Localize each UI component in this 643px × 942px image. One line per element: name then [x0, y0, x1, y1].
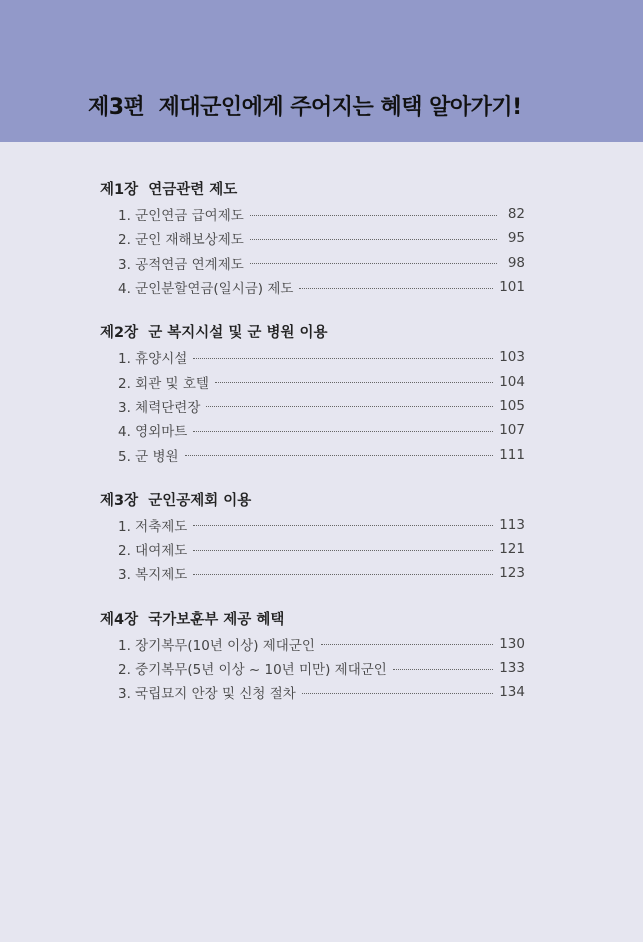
chapter-section	[100, 608, 525, 705]
toc-entry[interactable]	[100, 632, 525, 656]
dot-leader	[250, 263, 497, 264]
page-number: 95	[507, 230, 525, 247]
entry-label: 2. 대여제도	[118, 543, 188, 560]
entry-label: 3. 국립묘지 안장 및 신청 절차	[118, 686, 296, 703]
page-number: 101	[499, 279, 525, 296]
page-number: 113	[499, 516, 525, 533]
toc-entry[interactable]	[100, 537, 525, 561]
page-number: 111	[499, 446, 525, 463]
chapter-title[interactable]: 제4장 국가보훈부 제공 혜택	[100, 611, 285, 628]
entry-label: 3. 체력단련장	[118, 399, 201, 416]
toc-entry[interactable]	[100, 442, 525, 466]
page-number: 104	[499, 373, 525, 390]
dot-leader	[193, 358, 493, 359]
dot-leader	[393, 669, 493, 670]
page-number: 123	[499, 565, 525, 582]
dot-leader	[250, 215, 497, 216]
dot-leader	[321, 644, 493, 645]
toc-entry[interactable]	[100, 513, 525, 537]
toc-entry[interactable]	[100, 226, 525, 250]
entry-label: 2. 군인 재해보상제도	[118, 232, 244, 249]
page-number: 105	[499, 397, 525, 414]
page-number: 134	[499, 684, 525, 701]
dot-leader	[250, 239, 497, 240]
entry-label: 2. 중기복무(5년 이상 ~ 10년 미만) 제대군인	[118, 662, 387, 678]
toc-entry[interactable]	[100, 251, 525, 275]
page-number: 82	[507, 206, 525, 223]
part-title: 제3편 제대군인에게 주어지는 혜택 알아가기!	[88, 95, 522, 120]
entry-label: 1. 휴양시설	[118, 351, 188, 368]
page-number: 98	[507, 254, 525, 271]
entry-label: 2. 회관 및 호텔	[118, 375, 209, 392]
toc-entry[interactable]	[100, 418, 525, 442]
dot-leader	[193, 525, 493, 526]
dot-leader	[206, 406, 493, 407]
page-number: 107	[499, 422, 525, 439]
entry-label: 1. 군인연금 급여제도	[118, 208, 244, 225]
dot-leader	[185, 455, 494, 456]
page-number: 130	[499, 635, 525, 652]
entry-label: 1. 장기복무(10년 이상) 제대군인	[118, 637, 315, 654]
page-number: 103	[499, 349, 525, 366]
toc-entry[interactable]	[100, 202, 525, 226]
part-header-band	[0, 0, 643, 142]
dot-leader	[299, 288, 493, 289]
dot-leader	[302, 693, 493, 694]
entry-label: 1. 저축제도	[118, 518, 188, 535]
table-of-contents	[100, 178, 525, 726]
page-number: 121	[499, 541, 525, 558]
toc-entry[interactable]	[100, 680, 525, 704]
toc-entry[interactable]	[100, 275, 525, 299]
entry-label: 4. 영외마트	[118, 424, 188, 441]
toc-entry[interactable]	[100, 561, 525, 585]
dot-leader	[193, 431, 493, 432]
toc-entry[interactable]	[100, 394, 525, 418]
toc-entry[interactable]	[100, 369, 525, 393]
chapter-section	[100, 321, 525, 466]
dot-leader	[193, 550, 493, 551]
entry-label: 5. 군 병원	[118, 448, 179, 465]
chapter-section	[100, 178, 525, 299]
page-number: 133	[499, 660, 525, 676]
chapter-title[interactable]: 제1장 연금관련 제도	[100, 182, 238, 198]
toc-entry[interactable]	[100, 656, 525, 680]
entry-label: 3. 공적연금 연계제도	[118, 256, 244, 273]
dot-leader	[193, 574, 493, 575]
entry-label: 3. 복지제도	[118, 567, 188, 584]
chapter-title[interactable]: 제2장 군 복지시설 및 군 병원 이용	[100, 325, 328, 342]
chapter-section	[100, 489, 525, 586]
chapter-title[interactable]: 제3장 군인공제회 이용	[100, 492, 252, 509]
dot-leader	[215, 382, 493, 383]
toc-entry[interactable]	[100, 345, 525, 369]
entry-label: 4. 군인분할연금(일시금) 제도	[118, 281, 294, 298]
